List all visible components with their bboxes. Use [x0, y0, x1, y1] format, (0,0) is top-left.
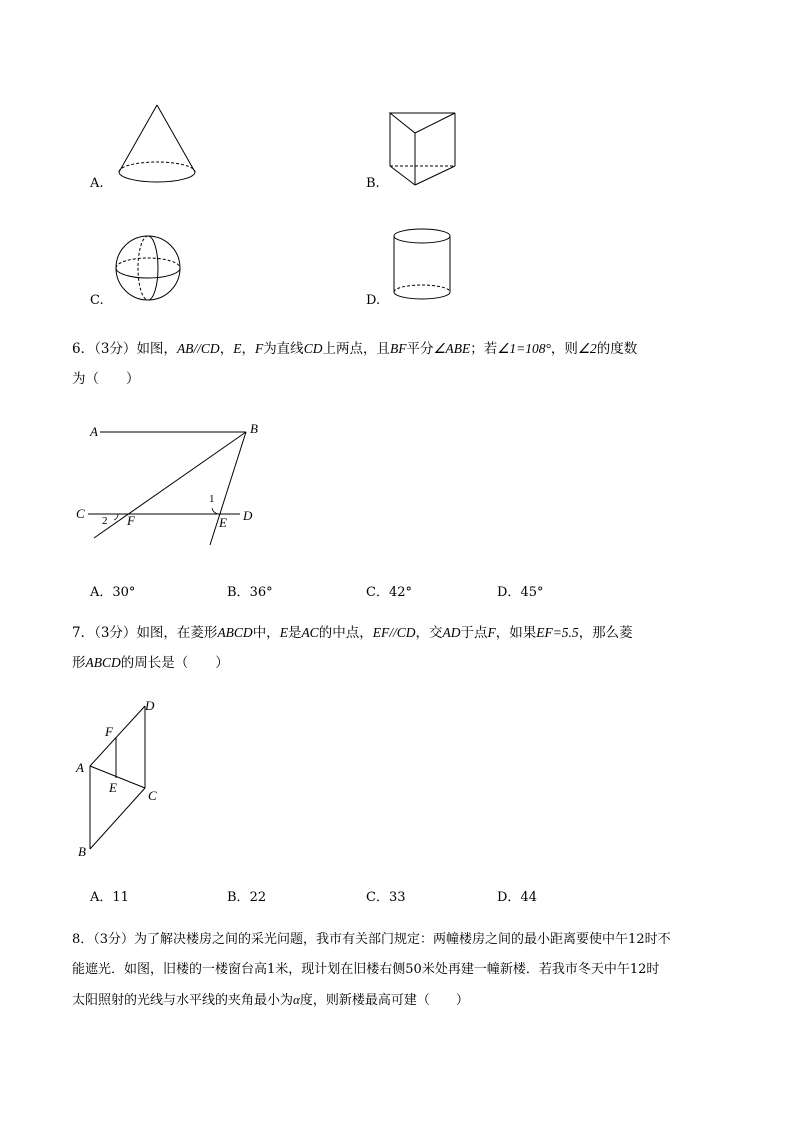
q5-option-b-label[interactable]: B. — [366, 176, 380, 191]
q7-math: F — [487, 625, 496, 640]
q6-math: ∠2 — [577, 341, 597, 356]
q7-text: 于点 — [460, 625, 488, 641]
q7-math: ABCD — [217, 625, 253, 640]
q7-number: 7． — [72, 625, 95, 641]
q7-text: 形 — [72, 655, 86, 671]
q6-text: ，则 — [550, 341, 578, 357]
q6-text: 上两点，且 — [322, 341, 390, 357]
option-value: 36° — [249, 585, 273, 600]
q7-score: （3分） — [94, 625, 137, 641]
q6-option-c[interactable] — [366, 581, 412, 600]
q6-label-e: E — [219, 515, 227, 530]
q7-text: 是 — [287, 625, 302, 641]
q6-angle-1: 1 — [209, 493, 215, 505]
q6-label-a: A — [90, 424, 98, 439]
option-letter: A． — [90, 890, 113, 905]
q7-option-b[interactable] — [227, 886, 266, 905]
q8-line-2: 能遮光．如图，旧楼的一楼窗台高1米，现计划在旧楼右侧50米处再建一幢新楼．若我市冬天中午12时 — [72, 962, 660, 977]
q6-math: AB//CD — [176, 341, 220, 356]
q7-option-c[interactable] — [366, 886, 406, 905]
q7-line-2 — [72, 648, 732, 678]
q6-score: （3分） — [94, 341, 137, 357]
q6-number: 6． — [72, 341, 95, 357]
option-value: 44 — [520, 890, 537, 905]
q6-math: ∠ABE — [433, 341, 471, 356]
q6-line-2: 为（ ） — [72, 371, 140, 387]
option-value: 22 — [249, 890, 267, 905]
q6-math: ∠1=108° — [497, 341, 551, 356]
q7-label-c: C — [148, 788, 157, 803]
q6-stem — [72, 334, 732, 394]
q6-math: BF — [389, 341, 407, 356]
q6-text: ， — [241, 341, 255, 357]
q7-label-a: A — [76, 760, 84, 775]
q7-text: ，那么菱 — [578, 625, 633, 641]
q8-line-3 — [72, 985, 732, 1016]
option-value: 30° — [112, 585, 136, 600]
q7-label-b: B — [78, 844, 86, 859]
sphere-figure — [114, 234, 194, 314]
q7-option-a[interactable] — [90, 886, 129, 905]
option-letter: B． — [227, 585, 250, 600]
q7-label-e: E — [109, 780, 117, 795]
q6-text: 如图， — [136, 341, 177, 357]
q6-option-d[interactable] — [497, 581, 543, 600]
q6-line-1 — [72, 334, 732, 364]
q8-text: 太阳照射的光线与水平线的夹角最小为 — [72, 993, 294, 1008]
option-value: 42° — [388, 585, 412, 600]
triangular-prism-figure — [390, 108, 470, 188]
q7-text: 的周长是（ ） — [120, 655, 229, 671]
q6-label-c: C — [76, 506, 85, 521]
q7-stem — [72, 618, 732, 678]
q7-math: E — [279, 625, 288, 640]
q6-figure — [76, 420, 276, 560]
q6-option-b[interactable] — [227, 581, 273, 600]
option-value: 33 — [388, 890, 406, 905]
option-letter: C． — [366, 585, 389, 600]
q6-label-b: B — [250, 421, 258, 436]
q7-text: 如图，在菱形 — [136, 625, 218, 641]
q6-angle-2: 2 — [102, 515, 108, 527]
option-letter: B． — [227, 890, 250, 905]
q6-text: ， — [219, 341, 234, 357]
q7-line-1 — [72, 618, 732, 648]
q6-label-d: D — [243, 508, 253, 523]
cylinder-figure — [392, 226, 462, 306]
q8-text: 度，则新楼最高可建（ ） — [299, 993, 469, 1008]
q7-math: AD — [442, 625, 461, 640]
q6-math: CD — [303, 341, 323, 356]
option-value: 45° — [520, 585, 544, 600]
q8-stem — [72, 925, 732, 1016]
q5-option-d-label[interactable]: D. — [366, 293, 381, 308]
q7-figure — [70, 694, 190, 864]
cone-figure — [112, 102, 202, 192]
option-letter: D． — [497, 890, 521, 905]
q6-text: ；若 — [470, 341, 498, 357]
option-letter: C． — [366, 890, 389, 905]
q7-math: AC — [301, 625, 319, 640]
q6-math: E — [233, 341, 242, 356]
q7-text: 中， — [252, 625, 280, 641]
option-letter: A． — [90, 585, 113, 600]
q6-option-a[interactable] — [90, 581, 135, 600]
q7-text: 的中点， — [318, 625, 373, 641]
q8-math: α — [293, 992, 300, 1007]
q6-text: 的度数 — [596, 341, 638, 357]
q6-text: 为直线 — [263, 341, 304, 357]
q7-text: ，交 — [415, 625, 443, 641]
q7-label-f: F — [105, 724, 113, 739]
q6-label-f: F — [127, 513, 135, 528]
q7-math: EF//CD — [372, 625, 416, 640]
q5-option-a-label[interactable]: A. — [90, 176, 104, 191]
q7-math: EF=5.5 — [536, 625, 579, 640]
q7-math: ABCD — [85, 655, 121, 670]
q7-text: ，如果 — [495, 625, 537, 641]
option-value: 11 — [112, 890, 129, 905]
q6-text: 平分 — [406, 341, 434, 357]
q6-math: F — [254, 341, 264, 356]
option-letter: D． — [497, 585, 521, 600]
q5-option-c-label[interactable]: C. — [90, 293, 104, 308]
q7-option-d[interactable] — [497, 886, 537, 905]
q8-line-1: 8．（3分）为了解决楼房之间的采光问题，我市有关部门规定：两幢楼房之间的最小距离要使中午12时不 — [72, 932, 671, 947]
q7-label-d: D — [145, 698, 155, 713]
